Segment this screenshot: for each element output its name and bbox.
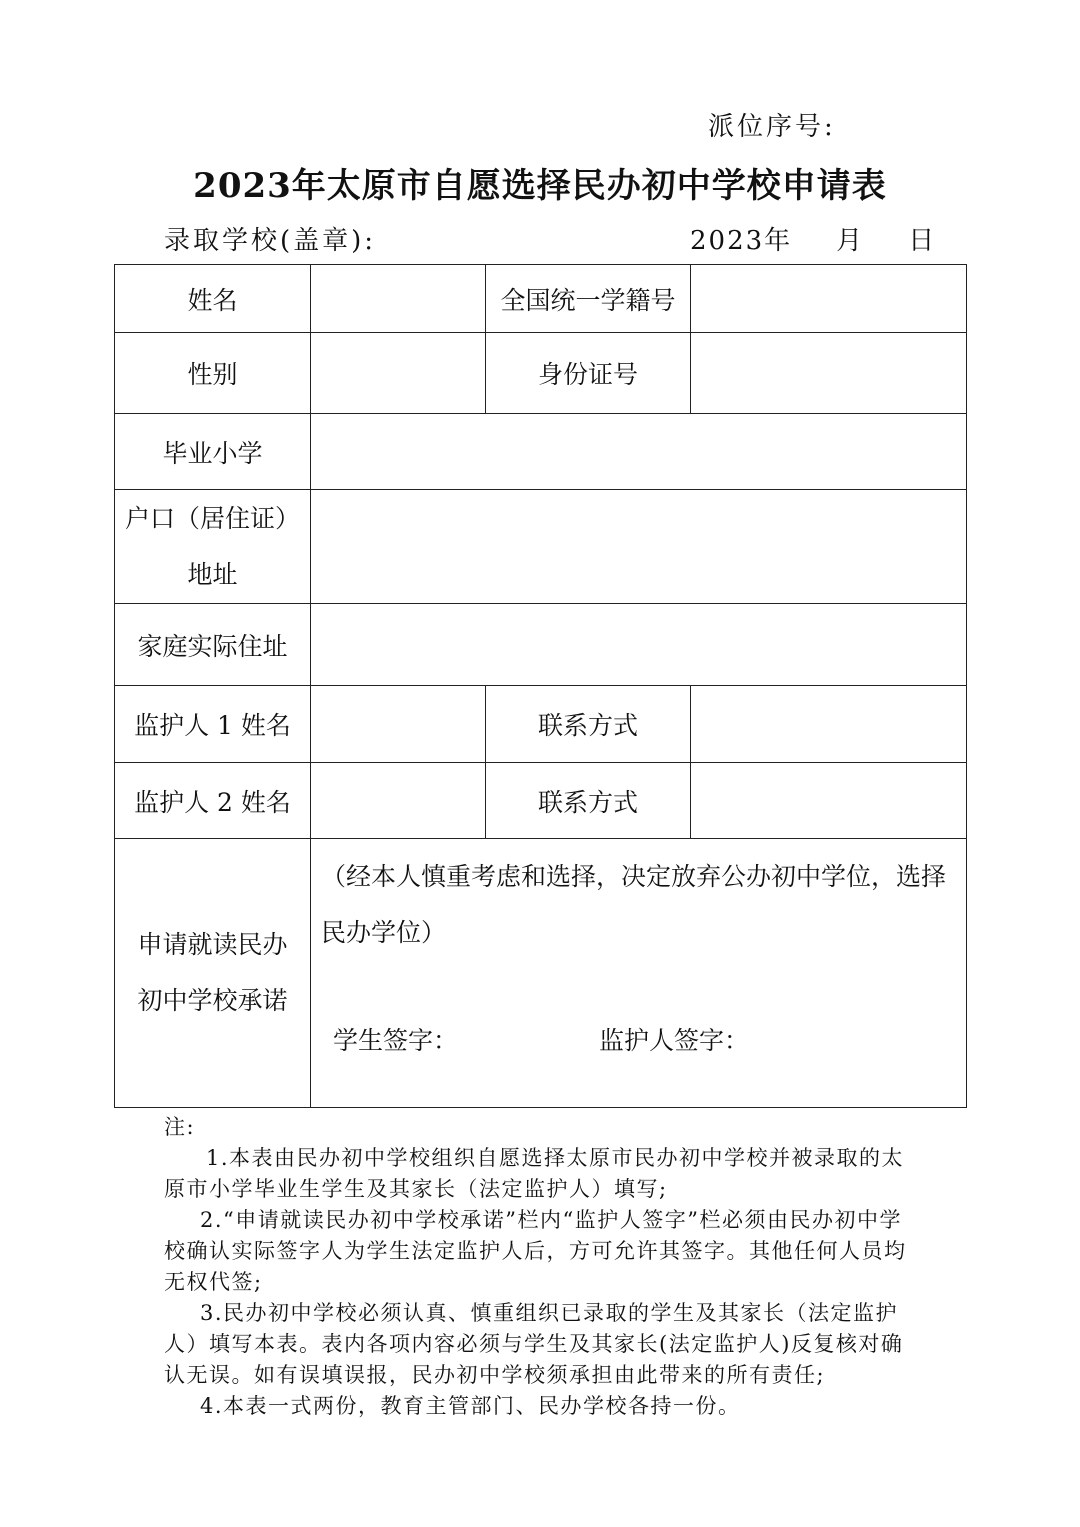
home-address-label: 家庭实际住址 (115, 604, 311, 686)
table-row (115, 686, 967, 763)
primary-school-field[interactable] (311, 414, 967, 490)
sequence-number-label: 派位序号: (708, 112, 836, 142)
admitting-school-label: 录取学校(盖章): (164, 226, 377, 256)
guardian2-name-field[interactable] (311, 763, 486, 839)
name-label: 姓名 (115, 265, 311, 333)
page-title: 2023年太原市自愿选择民办初中学校申请表 (193, 166, 887, 206)
note-item-4: 4.本表一式两份，教育主管部门、民办学校各持一份。 (200, 1394, 741, 1418)
guardian1-name-label: 监护人 1 姓名 (115, 686, 311, 763)
application-form-table (114, 264, 967, 1108)
date-month: 月 (836, 226, 865, 256)
guardian-signature-label[interactable]: 监护人签字： (599, 1026, 750, 1055)
table-row (115, 265, 967, 333)
notes-heading: 注: (164, 1115, 196, 1139)
name-field[interactable] (311, 265, 486, 333)
hukou-address-label (115, 490, 311, 604)
table-row (115, 414, 967, 490)
guardian1-name-field[interactable] (311, 686, 486, 763)
student-id-label: 全国统一学籍号 (486, 265, 691, 333)
home-address-field[interactable] (311, 604, 967, 686)
gender-field[interactable] (311, 333, 486, 414)
hukou-label-line2: 地址 (187, 559, 238, 589)
student-signature-label[interactable]: 学生签字： (333, 1026, 459, 1055)
guardian2-contact-label: 联系方式 (486, 763, 691, 839)
pledge-label-line1: 申请就读民办 (137, 930, 288, 959)
pledge-label-line2: 初中学校承诺 (137, 986, 288, 1015)
date-year: 2023年 (690, 226, 793, 256)
note-item-3: 3.民办初中学校必须认真、慎重组织已录取的学生及其家长（法定监护人）填写本表。表内各项内容必须与学生及其家长(法定监护人)反复核对确认无误。如有误填误报，民办初中学校须承担由此带来的所有责任; (164, 1301, 904, 1387)
note-item-1: 1.本表由民办初中学校组织自愿选择太原市民办初中学校并被录取的太原市小学毕业生学生及其家长（法定监护人）填写; (164, 1146, 905, 1201)
table-row (115, 490, 967, 604)
guardian1-contact-field[interactable] (691, 686, 967, 763)
date-day: 日 (908, 226, 937, 256)
pledge-label (115, 839, 311, 1108)
table-row (115, 604, 967, 686)
gender-label: 性别 (115, 333, 311, 414)
hukou-label-line1: 户口（居住证） (124, 503, 300, 533)
pledge-cell (311, 839, 967, 1108)
guardian1-contact-label: 联系方式 (486, 686, 691, 763)
table-row (115, 333, 967, 414)
student-id-field[interactable] (691, 265, 967, 333)
notes-section (164, 1112, 920, 1422)
pledge-text: （经本人慎重考虑和选择，决定放弃公办初中学位，选择民办学位） (321, 862, 947, 947)
note-item-2: 2.“申请就读民办初中学校承诺”栏内“监护人签字”栏必须由民办初中学校确认实际签字人为学生法定监护人后，方可允许其签字。其他任何人员均无权代签; (164, 1208, 907, 1294)
id-card-field[interactable] (691, 333, 967, 414)
date-line (690, 220, 936, 257)
table-row (115, 763, 967, 839)
primary-school-label: 毕业小学 (115, 414, 311, 490)
guardian2-contact-field[interactable] (691, 763, 967, 839)
guardian2-name-label: 监护人 2 姓名 (115, 763, 311, 839)
hukou-address-field[interactable] (311, 490, 967, 604)
id-card-label: 身份证号 (486, 333, 691, 414)
table-row (115, 839, 967, 1108)
